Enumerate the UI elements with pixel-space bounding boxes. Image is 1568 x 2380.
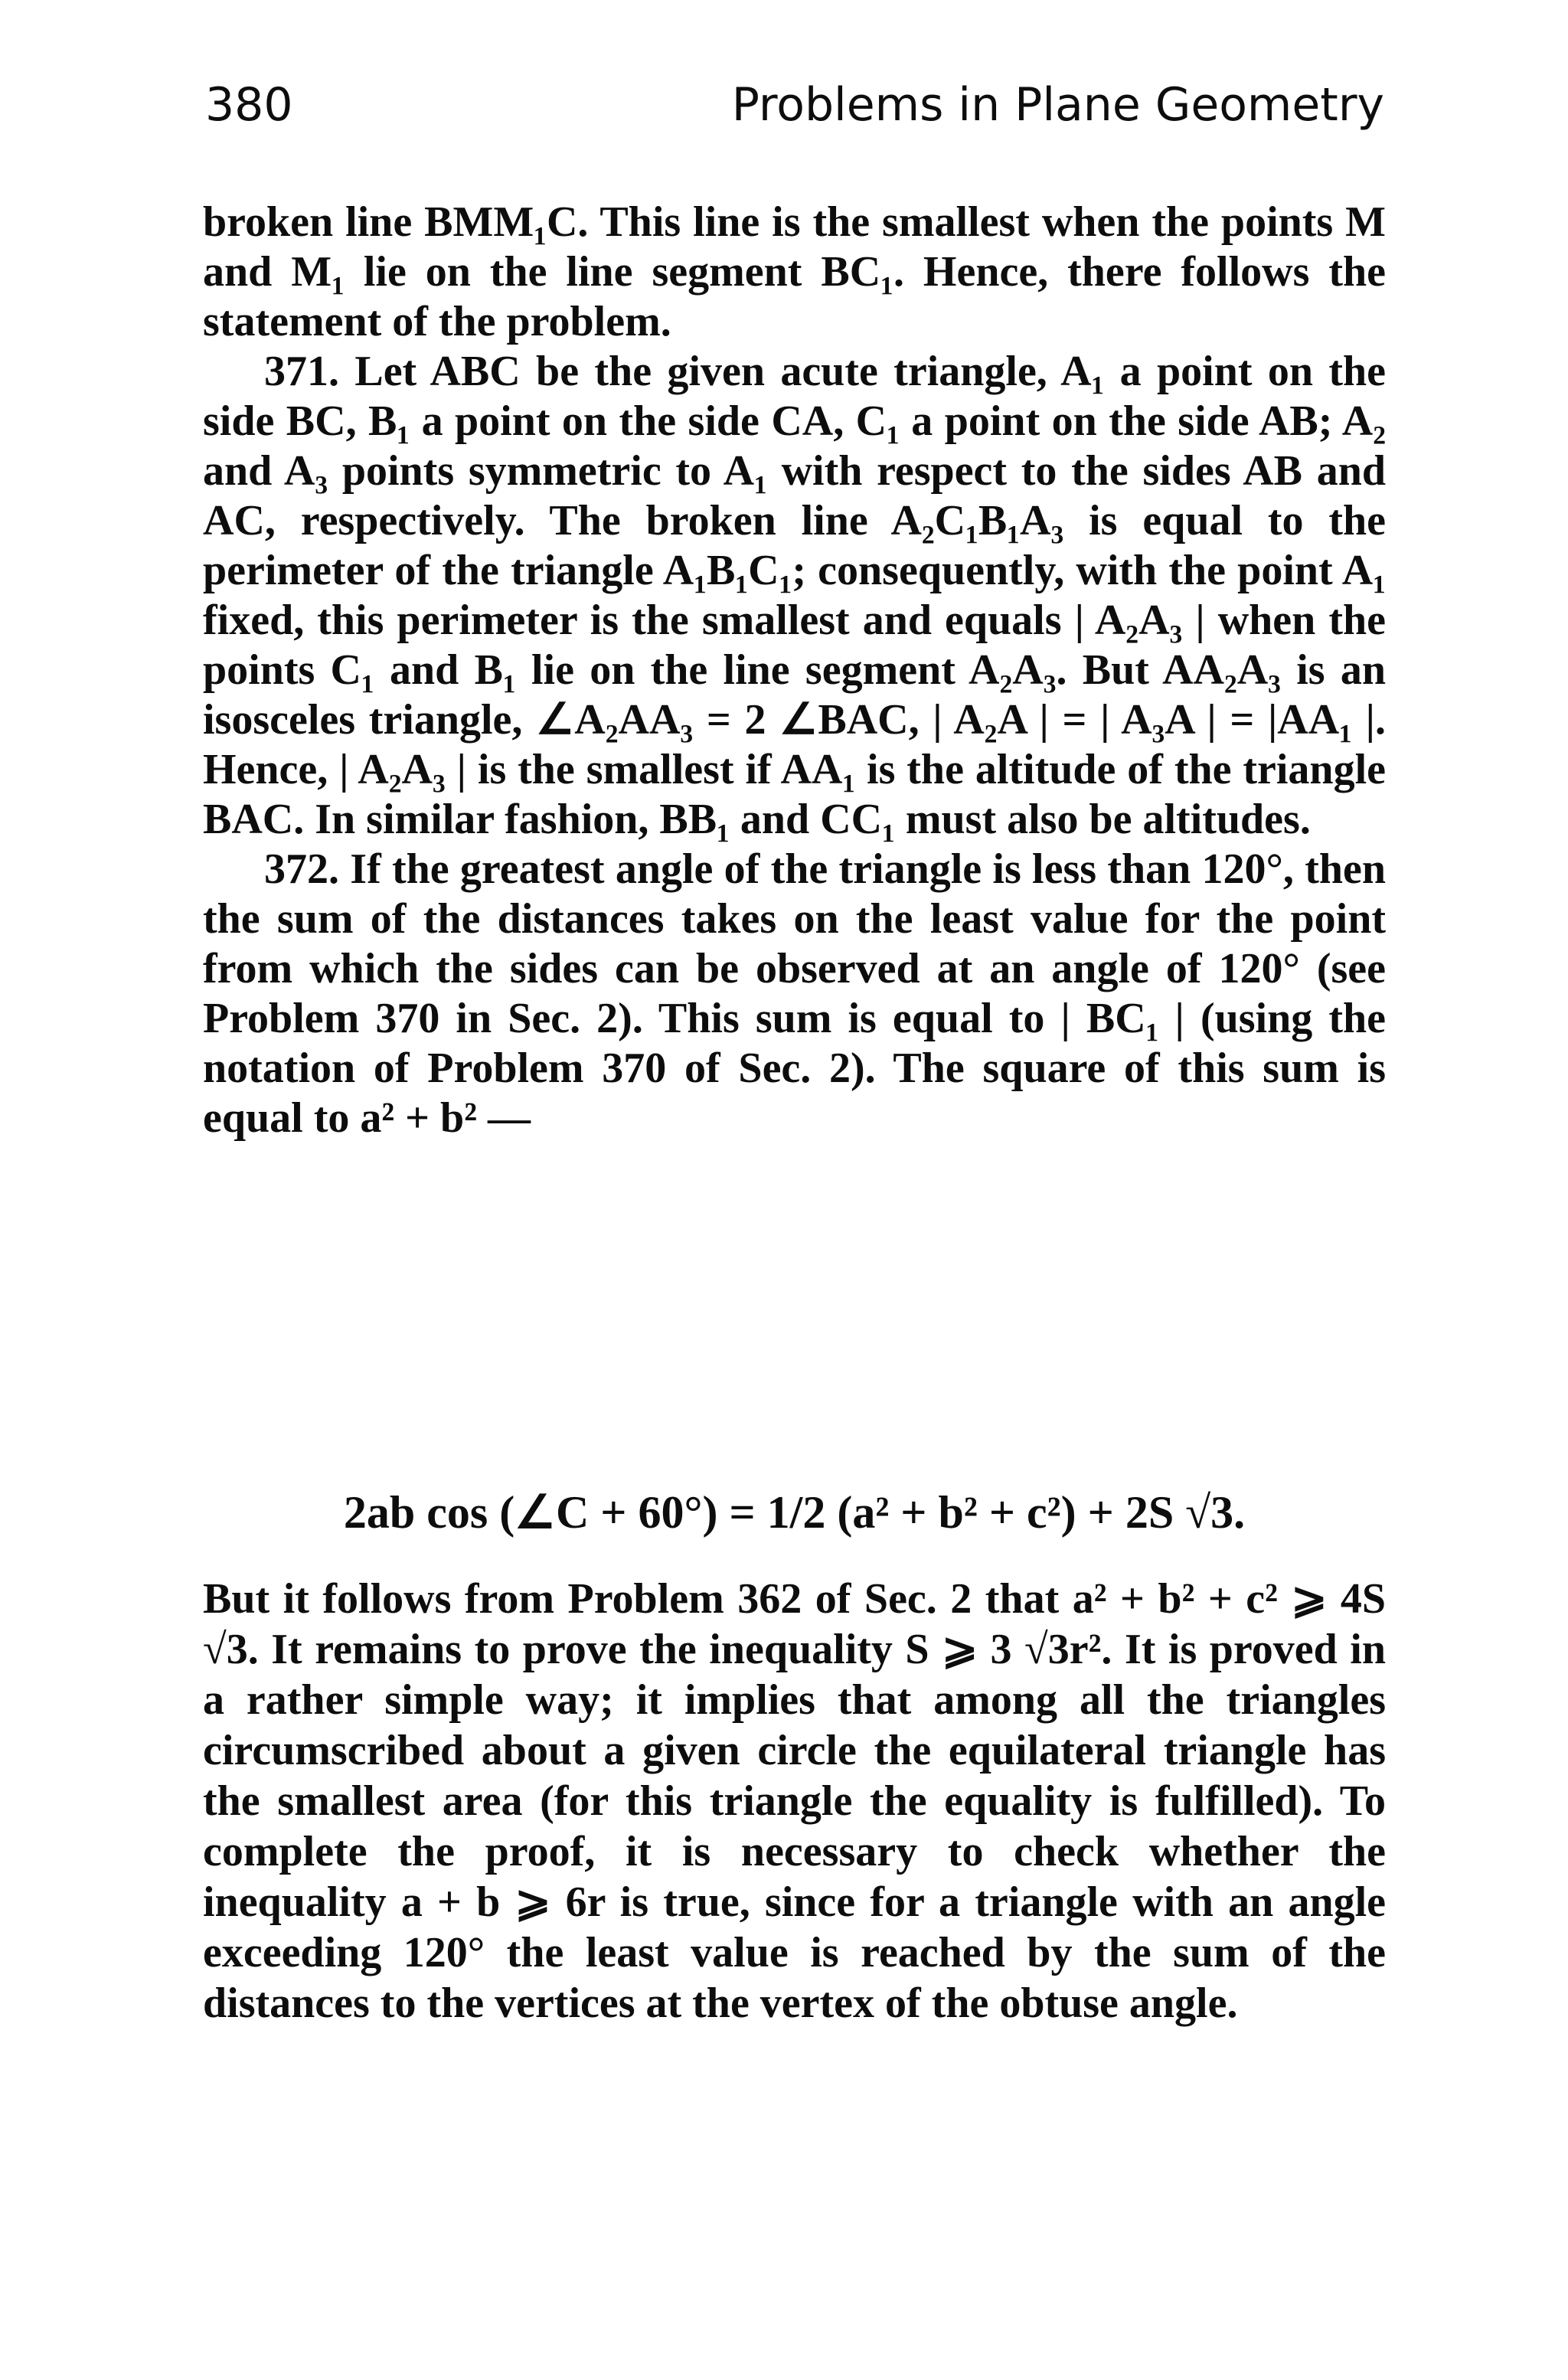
paragraph-closing: But it follows from Problem 362 of Sec. 2 that a² + b² + c² ⩾ 4S √3. It remains to prove the inequality S ⩾ 3 √3r². It is proved in a rather simple way; it implies that among all the triangles circumscribed about a given circle the equilateral triangle has the smallest area (for this triangle the equality is fulfilled). To complete the proof, it is necessary to check whether the inequality a + b ⩾ 6r is true, since for a triangle with an angle exceeding 120° the least value is reached by the sum of the distances to the vertices at the vertex of the obtuse angle. <box>203 1575 1386 2027</box>
page-number: 380 <box>205 78 293 132</box>
page-header <box>205 70 1384 139</box>
text-body <box>203 198 1386 1143</box>
paragraph-371: 371. Let ABC be the given acute triangle, A₁ a point on the side BC, B₁ a point on the side CA, C₁ a point on the side AB; A₂ and A₃ points symmetric to A₁ with respect to the sides AB and AC, respectively. The broken line A₂C₁B₁A₃ is equal to the perimeter of the triangle A₁B₁C₁; consequently, with the point A₁ fixed, this perimeter is the smallest and equals | A₂A₃ | when the points C₁ and B₁ lie on the line segment A₂A₃. But AA₂A₃ is an isosceles triangle, ∠A₂AA₃ = 2 ∠BAC, | A₂A | = | A₃A | = |AA₁ |. Hence, | A₂A₃ | is the smallest if AA₁ is the altitude of the triangle BAC. In similar fashion, BB₁ and CC₁ must also be altitudes. <box>203 348 1386 843</box>
display-formula: 2ab cos (∠C + 60°) = 1/2 (a² + b² + c²) + 2S √3. <box>343 1487 1246 1538</box>
paragraph-372: 372. If the greatest angle of the triangle is less than 120°, then the sum of the distances takes on the least value for the point from which the sides can be observed at an angle of 120° (see Problem 370 in Sec. 2). This sum is equal to | BC₁ | (using the notation of Problem 370 of Sec. 2). The square of this sum is equal to a² + b² — <box>203 845 1386 1142</box>
paragraph-continuation: broken line BMM₁C. This line is the smallest when the points M and M₁ lie on the line segment BC₁. Hence, there follows the statement of the problem. <box>203 198 1386 345</box>
running-head: Problems in Plane Geometry <box>731 78 1384 132</box>
text-body-continued <box>203 1574 1386 2029</box>
